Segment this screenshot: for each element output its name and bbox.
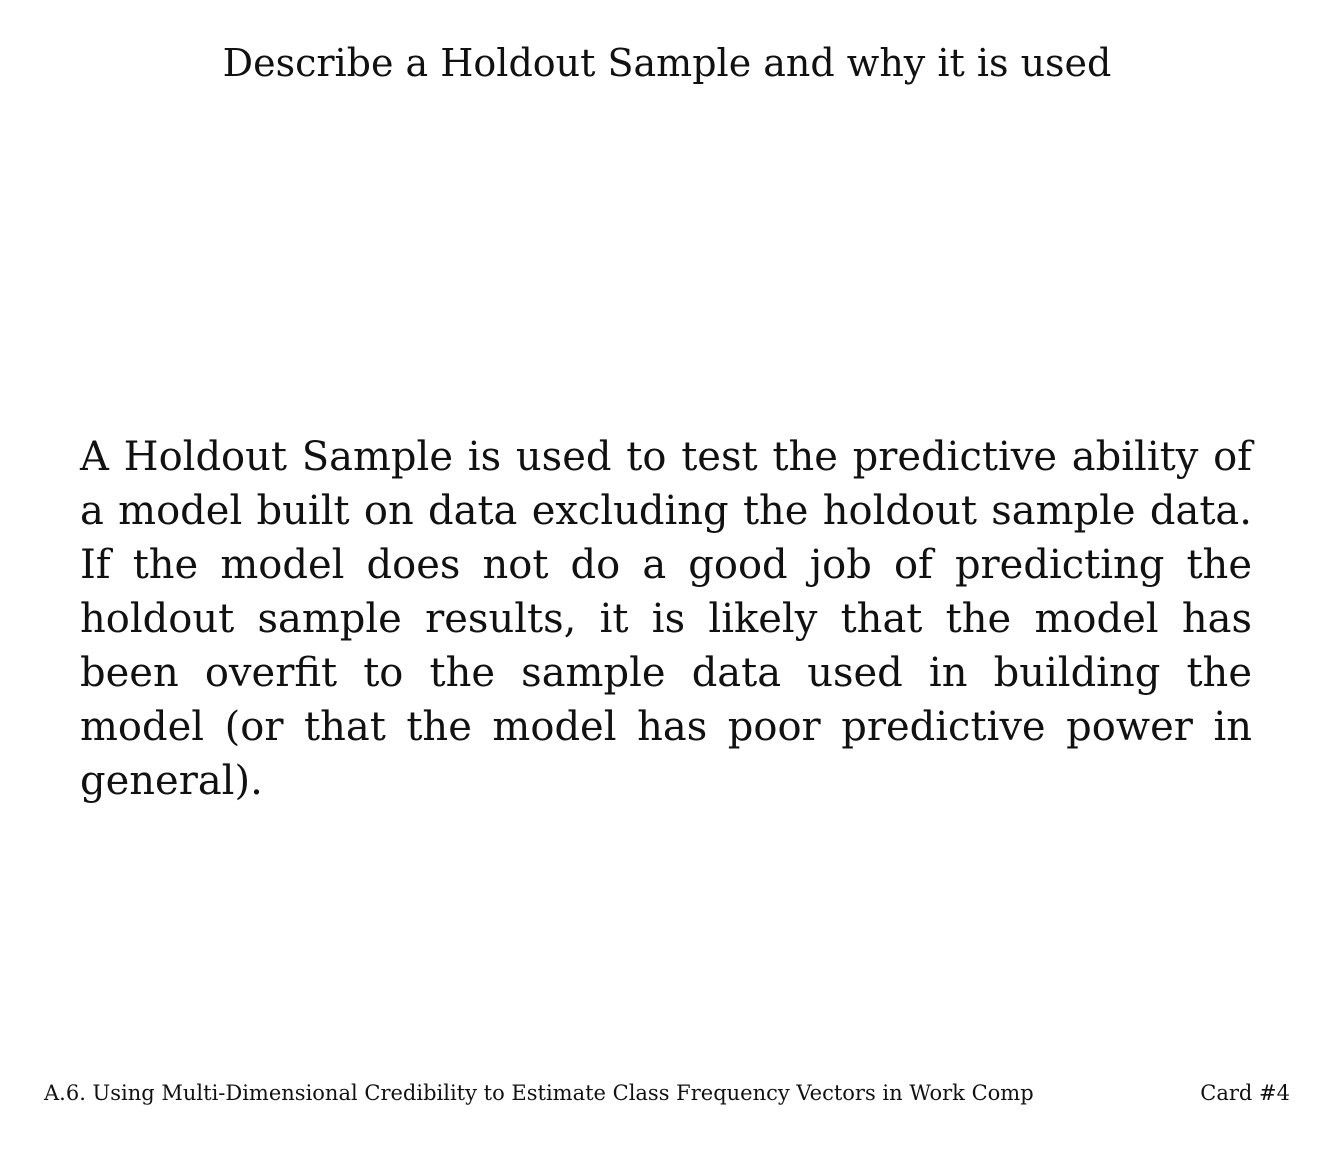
card-answer: A Holdout Sample is used to test the predictive ability of a model built on data excluding the holdout sample data. If the model does not do a good job of predicting the holdout sample results, it is likely that the model has been overfit to the sample data used in building the model (or that the model has poor predictive power in general).: [80, 434, 1252, 804]
card-number: Card #4: [1200, 1081, 1290, 1105]
footer-source: A.6. Using Multi-Dimensional Credibility to Estimate Class Frequency Vectors in Work Comp: [44, 1081, 1034, 1105]
card-footer: [44, 1076, 1290, 1110]
card-question: Describe a Holdout Sample and why it is used: [222, 41, 1112, 85]
